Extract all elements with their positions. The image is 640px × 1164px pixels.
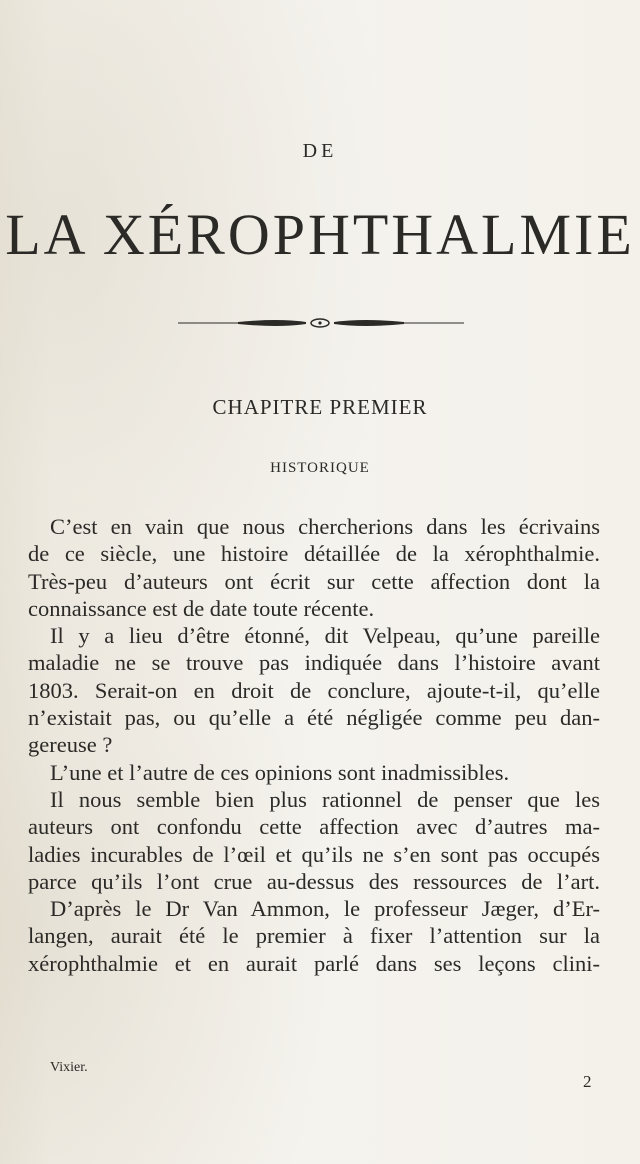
text-line: maladie ne se trouve pas indiquée dans l’histoire avant bbox=[28, 650, 600, 676]
text-line: 1803. Serait-on en droit de conclure, ajoute-t-il, qu’elle bbox=[28, 677, 600, 703]
text-line: D’après le Dr Van Ammon, le professeur Jæger, d’Er- bbox=[50, 896, 600, 922]
chapter-heading: CHAPITRE PREMIER bbox=[212, 395, 428, 419]
page-title: LA XÉROPHTHALMIE bbox=[5, 202, 635, 267]
section-heading: HISTORIQUE bbox=[270, 460, 370, 476]
body-text bbox=[28, 513, 600, 977]
text-line: gereuse ? bbox=[28, 732, 113, 758]
text-line: langen, aurait été le premier à fixer l’attention sur la bbox=[28, 923, 600, 949]
text-line: connaissance est de date toute récente. bbox=[28, 595, 375, 621]
text-line: ladies incurables de l’œil et qu’ils ne s’en sont pas occupés bbox=[28, 841, 600, 867]
title-prefix: DE bbox=[302, 140, 338, 162]
text-line: L’une et l’autre de ces opinions sont inadmissibles. bbox=[50, 759, 510, 785]
text-line: Très-peu d’auteurs ont écrit sur cette affection dont la bbox=[28, 568, 600, 594]
text-line: xérophthalmie et en aurait parlé dans ses leçons clini- bbox=[28, 950, 600, 976]
text-line: Il nous semble bien plus rationnel de penser que les bbox=[50, 786, 600, 812]
text-line: auteurs ont confondu cette affection avec d’autres ma- bbox=[28, 814, 600, 840]
page-number: 2 bbox=[583, 1072, 592, 1091]
text-line: Il y a lieu d’être étonné, dit Velpeau, qu’une pareille bbox=[50, 623, 600, 649]
text-line: parce qu’ils l’ont crue au-dessus des ressources de l’art. bbox=[28, 868, 600, 894]
text-line: de ce siècle, une histoire détaillée de la xérophthalmie. bbox=[28, 541, 600, 567]
ornament-divider bbox=[178, 316, 464, 330]
text-line: n’existait pas, ou qu’elle a été négligée comme peu dan- bbox=[28, 705, 600, 731]
text-line: C’est en vain que nous chercherions dans les écrivains bbox=[50, 514, 600, 539]
signature-mark: Vixier. bbox=[50, 1060, 88, 1075]
